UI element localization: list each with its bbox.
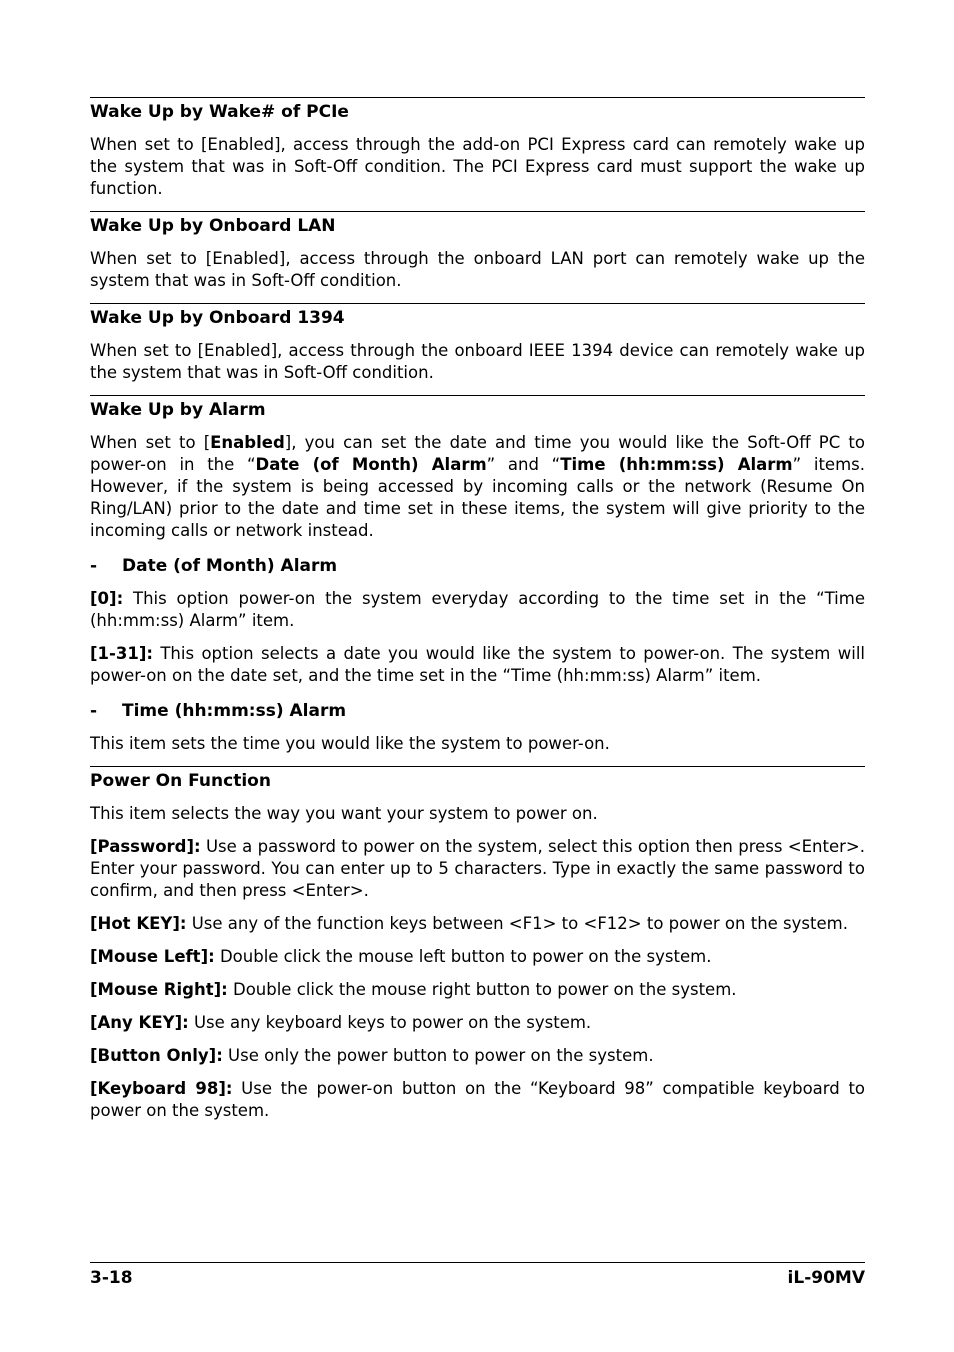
bullet-dash: - <box>90 701 98 721</box>
alarm-intro-text: ” and “ <box>486 455 561 474</box>
subheading-text: Time (hh:mm:ss) Alarm <box>122 701 347 721</box>
option-label: [Keyboard 98]: <box>90 1079 233 1098</box>
subheading-text: Date (of Month) Alarm <box>122 556 338 576</box>
page-footer <box>90 1262 865 1289</box>
option-label: [Mouse Left]: <box>90 947 215 966</box>
section-title-power-on: Power On Function <box>90 771 271 791</box>
page-body <box>90 97 865 1122</box>
alarm-intro-time: Time (hh:mm:ss) Alarm <box>560 455 793 474</box>
alarm-intro-text: ” items. However, if the system is being accessed by incoming calls or the network (Resume On Ring/LAN) prior to the date and time set in these items, the system will give priority to the incoming calls or network instead. <box>90 455 865 540</box>
option-text: Double click the mouse right button to power on the system. <box>227 980 737 999</box>
option-text: This option power-on the system everyday according to the time set in the “Time (hh:mm:ss) Alarm” item. <box>90 589 865 630</box>
option-text: Use a password to power on the system, select this option then press <Enter>. Enter your password. You can enter up to 5 characters. Type in exactly the same password to confirm, and then press <Enter>. <box>90 837 865 900</box>
model-name: iL-90MV <box>787 1268 865 1288</box>
subheading-date-alarm <box>90 555 865 577</box>
section-divider <box>90 303 865 304</box>
time-alarm-text: This item sets the time you would like the system to power-on. <box>90 734 610 753</box>
power-option-any-key <box>90 1012 865 1034</box>
section-title-wake-alarm: Wake Up by Alarm <box>90 400 266 420</box>
power-option-password <box>90 836 865 902</box>
power-option-button-only <box>90 1045 865 1067</box>
option-text: Use any keyboard keys to power on the system. <box>188 1013 592 1032</box>
page-number: 3-18 <box>90 1268 133 1288</box>
subheading-time-alarm <box>90 700 865 722</box>
option-text: Use the power-on button on the “Keyboard 98” compatible keyboard to power on the system. <box>90 1079 866 1120</box>
section-title-wake-1394: Wake Up by Onboard 1394 <box>90 308 345 328</box>
alarm-intro-date: Date (of Month) Alarm <box>255 455 487 474</box>
section-title-wake-pcie: Wake Up by Wake# of PCIe <box>90 102 349 122</box>
option-1-31 <box>90 643 865 687</box>
option-label: [0]: <box>90 589 124 608</box>
bullet-dash: - <box>90 556 98 576</box>
power-option-keyboard-98 <box>90 1078 865 1122</box>
alarm-intro-text: When set to [ <box>90 433 211 452</box>
section-divider <box>90 211 865 212</box>
option-label: [1-31]: <box>90 644 153 663</box>
power-option-mouse-left <box>90 946 865 968</box>
option-label: [Password]: <box>90 837 201 856</box>
section-divider <box>90 97 865 98</box>
section-body-wake-pcie: When set to [Enabled], access through the add-on PCI Express card can remotely wake up the system that was in Soft-Off condition. The PCI Express card must support the wake up function. <box>90 135 865 198</box>
option-label: [Any KEY]: <box>90 1013 189 1032</box>
alarm-intro-enabled: Enabled <box>210 433 285 452</box>
power-option-mouse-right <box>90 979 865 1001</box>
option-label: [Mouse Right]: <box>90 980 228 999</box>
alarm-intro-text: ], you can set the date and time you would like the Soft-Off PC to power-on in the “ <box>90 433 865 474</box>
option-0 <box>90 588 865 632</box>
option-label: [Button Only]: <box>90 1046 223 1065</box>
option-label: [Hot KEY]: <box>90 914 187 933</box>
option-text: Use only the power button to power on the system. <box>222 1046 654 1065</box>
power-option-hot-key <box>90 913 865 935</box>
section-body-wake-1394: When set to [Enabled], access through the onboard IEEE 1394 device can remotely wake up the system that was in Soft-Off condition. <box>90 341 865 382</box>
section-title-wake-lan: Wake Up by Onboard LAN <box>90 216 336 236</box>
option-text: Use any of the function keys between <F1> to <F12> to power on the system. <box>186 914 848 933</box>
option-text: This option selects a date you would like the system to power-on. The system will power-on on the date set, and the time set in the “Time (hh:mm:ss) Alarm” item. <box>90 644 865 685</box>
section-divider <box>90 766 865 767</box>
section-divider <box>90 395 865 396</box>
option-text: Double click the mouse left button to power on the system. <box>214 947 712 966</box>
section-body-wake-lan: When set to [Enabled], access through the onboard LAN port can remotely wake up the system that was in Soft-Off condition. <box>90 249 865 290</box>
power-on-intro: This item selects the way you want your system to power on. <box>90 804 598 823</box>
section-body-wake-alarm <box>90 432 865 542</box>
